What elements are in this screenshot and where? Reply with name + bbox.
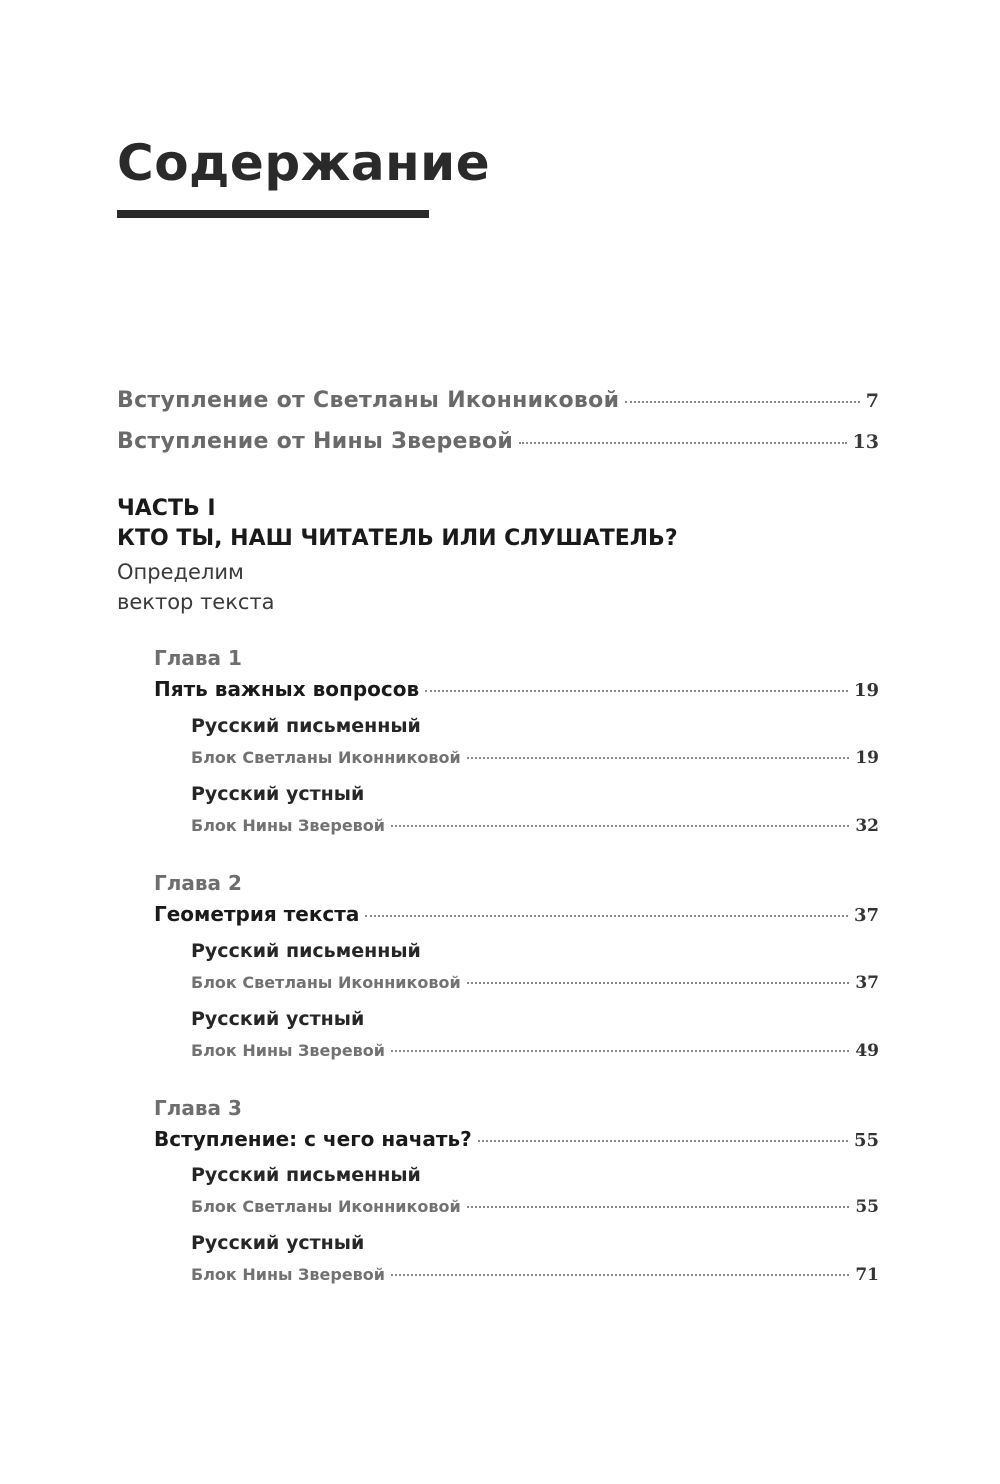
page-number: 19	[853, 680, 879, 701]
dot-leader	[365, 915, 848, 917]
toc-entry-intro-ikonnikova[interactable]	[117, 388, 879, 413]
page-number: 37	[855, 973, 879, 993]
page-number: 37	[853, 905, 879, 926]
chapter-title: Вступление: с чего начать?	[154, 1127, 472, 1151]
toc-entry-label: Вступление от Нины Зверевой	[117, 429, 514, 454]
section-heading: Русский письменный	[191, 715, 421, 737]
page-number: 32	[855, 816, 879, 836]
chapter-1-label: Глава 1	[154, 646, 242, 670]
chapter-3-label: Глава 3	[154, 1096, 242, 1120]
dot-leader	[467, 982, 850, 984]
toc-entry-chapter-3[interactable]	[154, 1127, 879, 1151]
toc-entry-block[interactable]	[191, 1265, 879, 1285]
title-underline	[117, 210, 429, 218]
toc-entry-block[interactable]	[191, 1197, 879, 1217]
part-subtitle-line-2: вектор текста	[117, 590, 275, 614]
page-number: 55	[853, 1130, 879, 1151]
section-heading: Русский устный	[191, 783, 365, 805]
part-title: КТО ТЫ, НАШ ЧИТАТЕЛЬ ИЛИ СЛУШАТЕЛЬ?	[117, 526, 678, 551]
page-number: 13	[852, 431, 879, 453]
page-title: Содержание	[117, 134, 491, 192]
page-number: 7	[865, 390, 879, 412]
block-label: Блок Нины Зверевой	[191, 1265, 386, 1284]
dot-leader	[391, 1050, 849, 1052]
toc-entry-block[interactable]	[191, 973, 879, 993]
block-label: Блок Нины Зверевой	[191, 1041, 386, 1060]
block-label: Блок Светланы Иконниковой	[191, 748, 461, 767]
block-label: Блок Нины Зверевой	[191, 816, 386, 835]
toc-entry-block[interactable]	[191, 816, 879, 836]
page-number: 55	[855, 1197, 879, 1217]
toc-entry-chapter-2[interactable]	[154, 902, 879, 926]
part-subtitle-line-1: Определим	[117, 560, 244, 584]
page-number: 71	[855, 1265, 879, 1285]
toc-entry-label: Вступление от Светланы Иконниковой	[117, 388, 620, 413]
dot-leader	[478, 1140, 848, 1142]
dot-leader	[519, 442, 846, 444]
section-heading: Русский письменный	[191, 940, 421, 962]
chapter-title: Геометрия текста	[154, 902, 360, 926]
section-heading: Русский устный	[191, 1008, 365, 1030]
toc-entry-block[interactable]	[191, 748, 879, 768]
chapter-2-label: Глава 2	[154, 871, 242, 895]
dot-leader	[391, 1274, 849, 1276]
section-heading: Русский письменный	[191, 1164, 421, 1186]
toc-entry-intro-zvereva[interactable]	[117, 429, 879, 454]
page-number: 49	[855, 1041, 879, 1061]
chapter-title: Пять важных вопросов	[154, 677, 420, 701]
toc-entry-chapter-1[interactable]	[154, 677, 879, 701]
section-heading: Русский устный	[191, 1232, 365, 1254]
block-label: Блок Светланы Иконниковой	[191, 973, 461, 992]
dot-leader	[425, 690, 848, 692]
dot-leader	[467, 757, 850, 759]
dot-leader	[625, 401, 859, 403]
part-number: ЧАСТЬ I	[117, 496, 216, 521]
block-label: Блок Светланы Иконниковой	[191, 1197, 461, 1216]
dot-leader	[467, 1206, 850, 1208]
dot-leader	[391, 825, 849, 827]
toc-entry-block[interactable]	[191, 1041, 879, 1061]
page-number: 19	[855, 748, 879, 768]
